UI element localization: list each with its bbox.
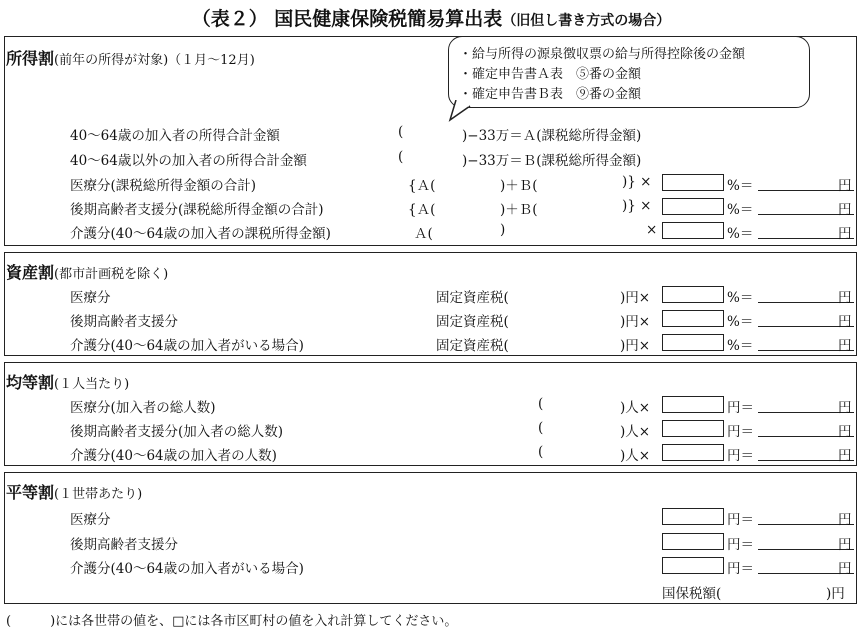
income-row5-yen: 円 (838, 226, 852, 242)
income-row3-a: {Ａ( (408, 178, 436, 194)
asset-row1-yen: 円 (838, 290, 852, 306)
household-row2-rate-box[interactable] (662, 533, 724, 550)
percapita-heading: 均等割(１人当たり) (6, 373, 130, 392)
income-row1-label: 40〜64歳の加入者の所得合計金額 (70, 128, 280, 144)
income-row5-percent: %＝ (727, 226, 754, 242)
income-row1-open: ( (398, 124, 404, 140)
asset-heading: 資産割(都市計画税を除く) (6, 263, 169, 282)
asset-row2-rate-box[interactable] (662, 310, 724, 327)
percapita-row3-yen: 円 (838, 448, 852, 464)
asset-row3-yen: 円 (838, 338, 852, 354)
asset-row3-label: 介護分(40〜64歳の加入者がいる場合) (70, 338, 304, 354)
household-row3-yen-eq: 円＝ (727, 561, 754, 577)
household-row2-yen-eq: 円＝ (727, 537, 754, 553)
income-row4-c: )} × (622, 198, 652, 214)
income-row1-tail: )−33万＝Ａ(課税総所得金額) (462, 128, 642, 144)
total-tax-tail: )円 (826, 586, 845, 602)
percapita-row3-label: 介護分(40〜64歳の加入者の人数) (70, 448, 277, 464)
percapita-row2-open: ( (538, 420, 544, 436)
household-row3-yen: 円 (838, 561, 852, 577)
income-row3-b: )＋Ｂ( (500, 178, 538, 194)
asset-row1-tail: )円× (620, 290, 651, 306)
percapita-row1-tail: )人× (620, 400, 651, 416)
percapita-row3-yen-eq: 円＝ (727, 448, 754, 464)
percapita-row1-label: 医療分(加入者の総人数) (70, 400, 216, 416)
income-row2-label: 40〜64歳以外の加入者の所得合計金額 (70, 153, 307, 169)
household-row1-yen-eq: 円＝ (727, 512, 754, 528)
percapita-row2-yen-eq: 円＝ (727, 424, 754, 440)
page-subtitle: （旧但し書き方式の場合） (502, 13, 671, 29)
asset-row1-percent: %＝ (727, 290, 754, 306)
percapita-row3-tail: )人× (620, 448, 651, 464)
income-row4-b: )＋Ｂ( (500, 202, 538, 218)
income-row5-a: Ａ( (414, 226, 433, 242)
asset-row3-tax: 固定資産税( (436, 338, 509, 354)
household-row1-yen: 円 (838, 512, 852, 528)
footnote: ( )には各世帯の値を、□には各市区町村の値を入れ計算してください。 (6, 614, 458, 629)
asset-row2-tax: 固定資産税( (436, 314, 509, 330)
household-row3-label: 介護分(40〜64歳の加入者がいる場合) (70, 561, 304, 577)
income-row5-b: ) (500, 222, 506, 238)
percapita-row1-yen: 円 (838, 400, 852, 416)
income-row3-label: 医療分(課税総所得金額の合計) (70, 178, 257, 194)
household-heading: 平等割(１世帯あたり) (6, 483, 143, 502)
income-row4-yen: 円 (838, 202, 852, 218)
household-row2-label: 後期高齢者支援分 (70, 537, 178, 553)
asset-row2-tail: )円× (620, 314, 651, 330)
asset-row2-percent: %＝ (727, 314, 754, 330)
income-row2-tail: )−33万＝Ｂ(課税総所得金額) (462, 153, 642, 169)
income-row3-c: )} × (622, 174, 652, 190)
bubble-line-1: ・給与所得の源泉徴収票の給与所得控除後の金額 (459, 47, 746, 62)
total-tax-label: 国保税額( (662, 586, 722, 602)
bubble-line-3: ・確定申告書Ｂ表 ⑨番の金額 (459, 87, 642, 102)
note-bubble (448, 36, 810, 108)
household-row1-label: 医療分 (70, 512, 111, 528)
income-row4-a: {Ａ( (408, 202, 436, 218)
household-row1-rate-box[interactable] (662, 508, 724, 525)
income-row5-label: 介護分(40〜64歳の加入者の課税所得金額) (70, 226, 331, 242)
percapita-row3-rate-box[interactable] (662, 444, 724, 461)
income-row3-yen: 円 (838, 178, 852, 194)
asset-row3-rate-box[interactable] (662, 334, 724, 351)
bubble-tail (448, 100, 478, 122)
page-title: （表２） 国民健康保険税簡易算出表（旧但し書き方式の場合） (191, 8, 671, 30)
income-row5-c: × (646, 222, 658, 238)
percapita-row2-tail: )人× (620, 424, 651, 440)
income-row3-rate-box[interactable] (662, 174, 724, 191)
income-heading: 所得割(前年の所得が対象)（１月〜12月) (6, 49, 255, 68)
asset-row3-tail: )円× (620, 338, 651, 354)
household-row3-rate-box[interactable] (662, 557, 724, 574)
asset-row2-yen: 円 (838, 314, 852, 330)
asset-row1-rate-box[interactable] (662, 286, 724, 303)
percapita-row1-rate-box[interactable] (662, 396, 724, 413)
percapita-row2-label: 後期高齢者支援分(加入者の総人数) (70, 424, 284, 440)
percapita-row2-rate-box[interactable] (662, 420, 724, 437)
income-row4-label: 後期高齢者支援分(課税総所得金額の合計) (70, 202, 324, 218)
income-row2-open: ( (398, 149, 404, 165)
asset-row1-label: 医療分 (70, 290, 111, 306)
asset-row1-tax: 固定資産税( (436, 290, 509, 306)
income-row4-rate-box[interactable] (662, 198, 724, 215)
percapita-row1-open: ( (538, 396, 544, 412)
income-row3-percent: %＝ (727, 178, 754, 194)
bubble-line-2: ・確定申告書Ａ表 ⑤番の金額 (459, 67, 642, 82)
asset-row3-percent: %＝ (727, 338, 754, 354)
percapita-row3-open: ( (538, 444, 544, 460)
percapita-row1-yen-eq: 円＝ (727, 400, 754, 416)
asset-row2-label: 後期高齢者支援分 (70, 314, 178, 330)
percapita-row2-yen: 円 (838, 424, 852, 440)
income-row4-percent: %＝ (727, 202, 754, 218)
income-row5-rate-box[interactable] (662, 222, 724, 239)
household-row2-yen: 円 (838, 537, 852, 553)
